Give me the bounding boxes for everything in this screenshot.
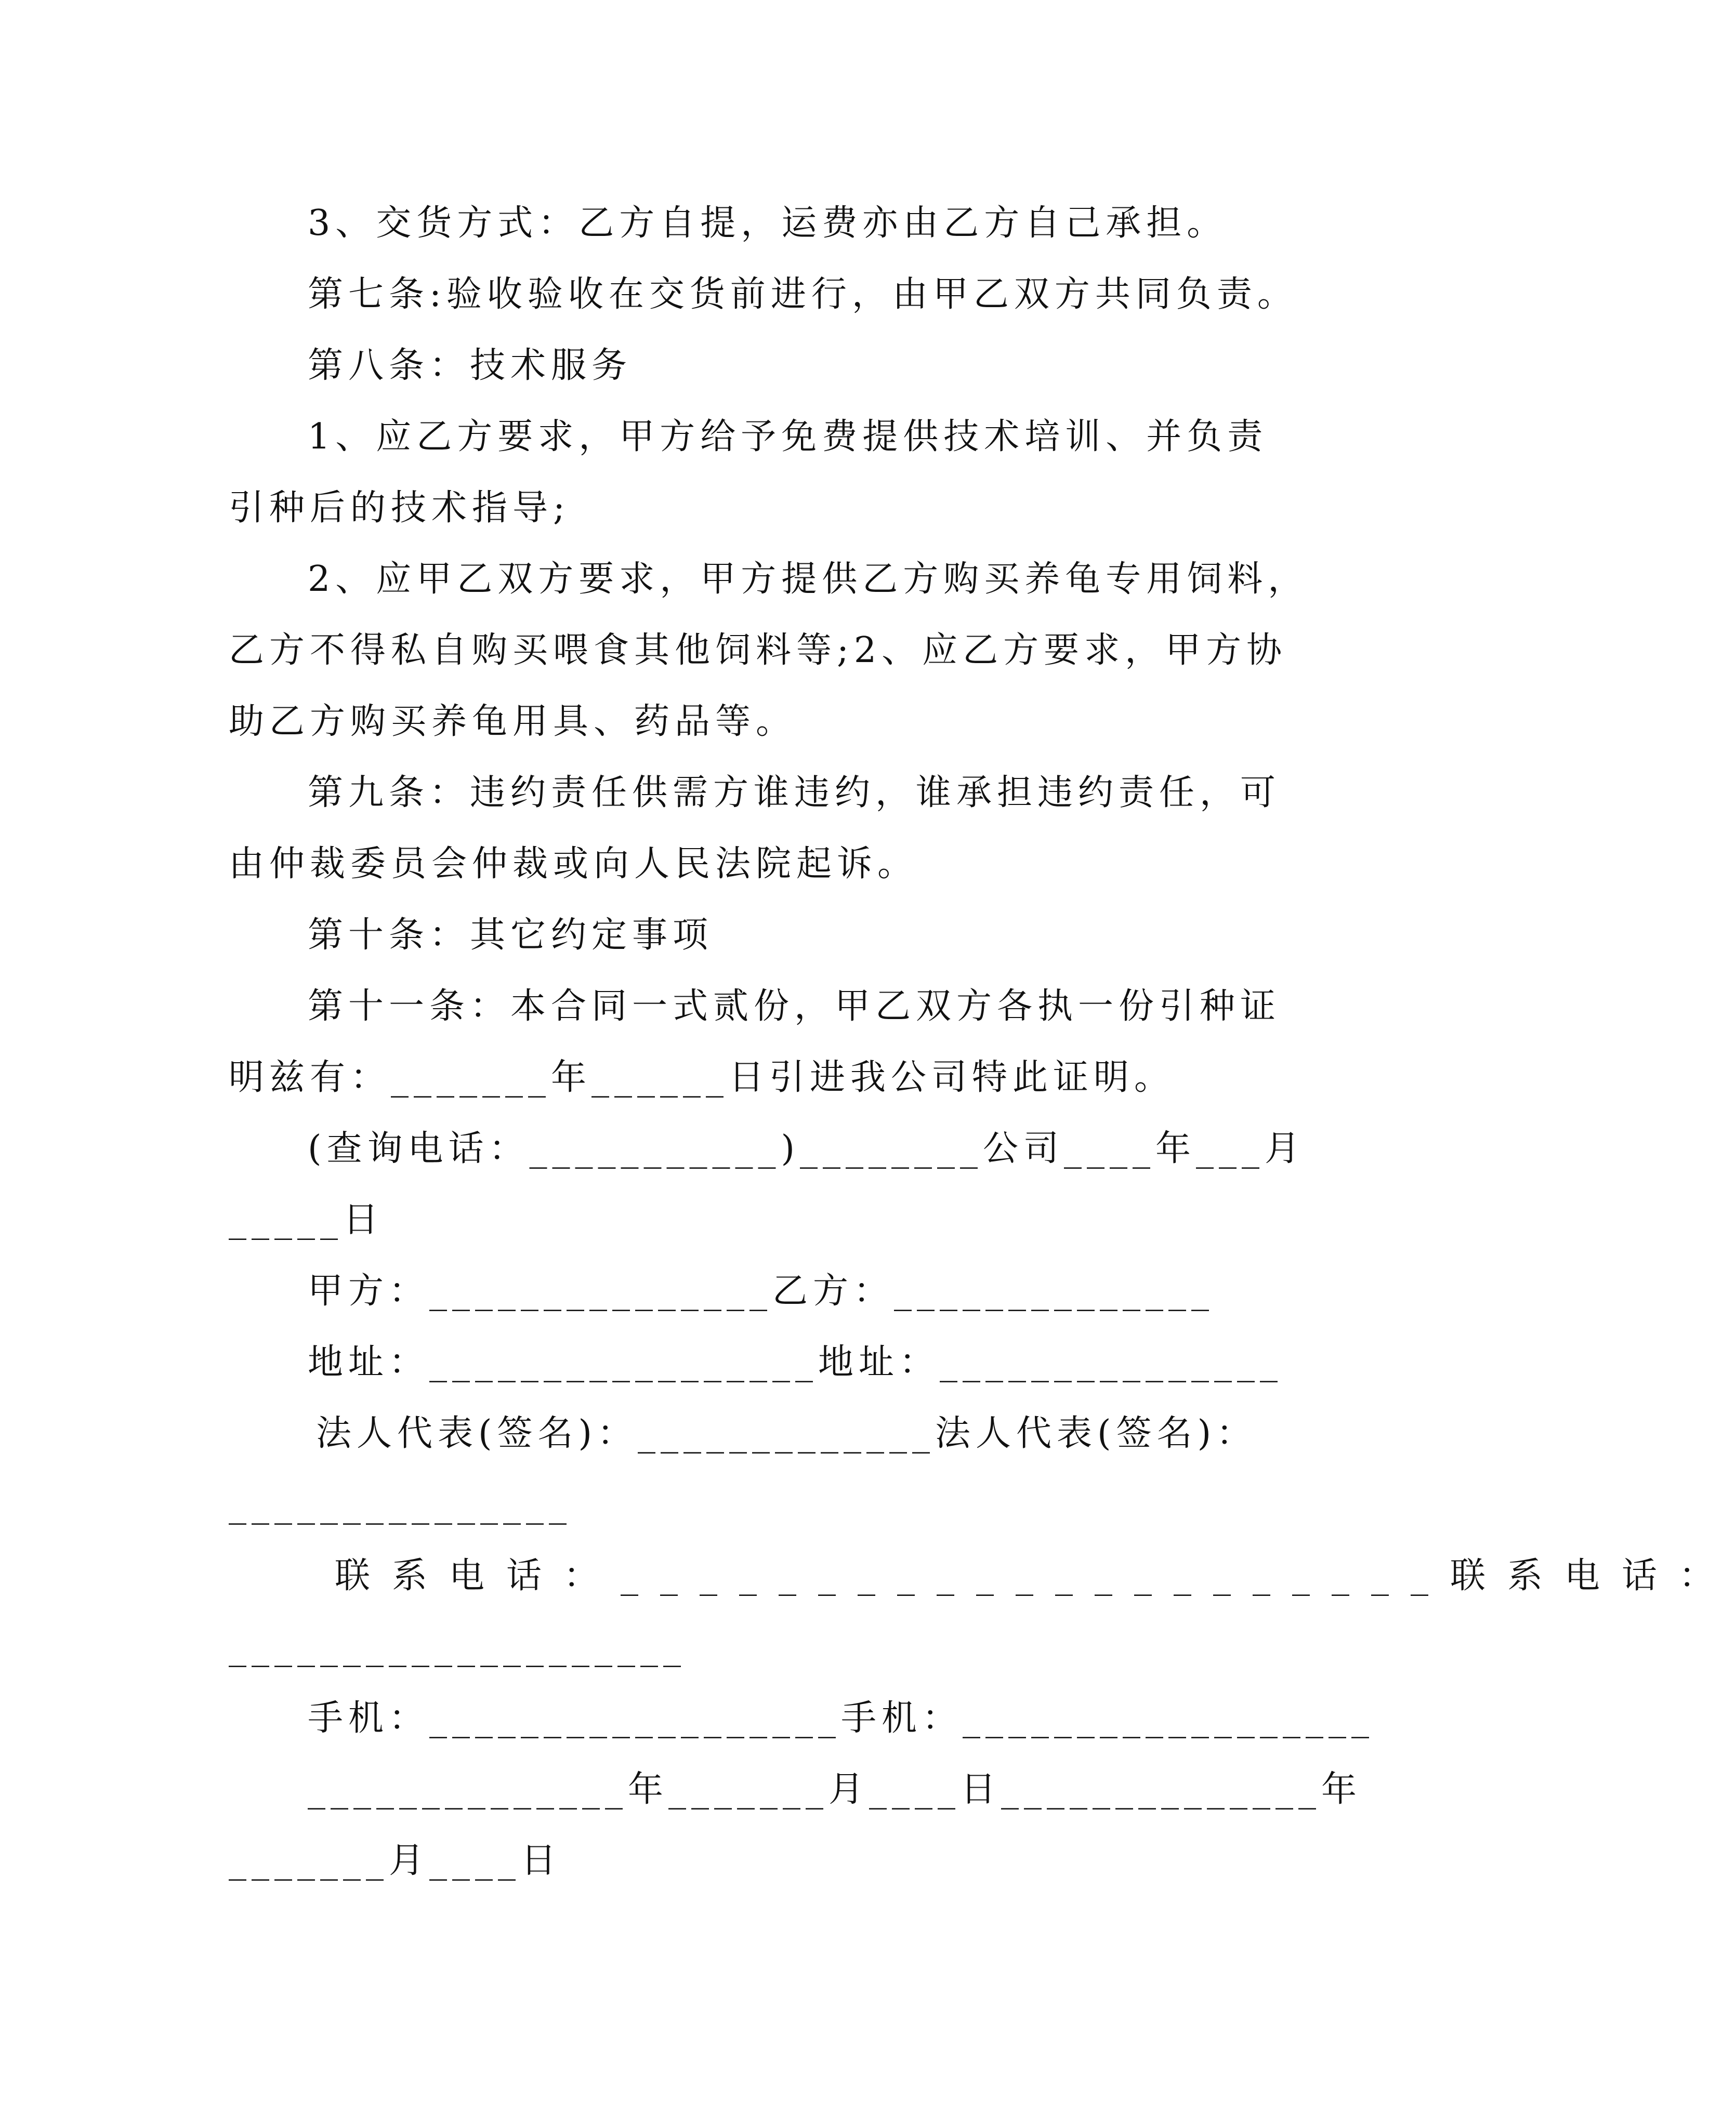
text-line: 乙方不得私自购买喂食其他饲料等;2、应乙方要求，甲方协 [229,630,1287,671]
signature-line-address: 地址：_________________地址：_______________ [308,1342,1283,1383]
text-line: 第九条：违约责任供需方谁违约，谁承担违约责任，可 [308,772,1281,813]
text-line: 第十一条：本合同一式贰份，甲乙双方各执一份引种证 [308,986,1281,1027]
text-line: (查询电话：___________)________公司____年___月 [308,1128,1306,1169]
signature-line-phone: 联系电话：_____________________联系电话： [335,1555,1736,1596]
text-line: 第八条：技术服务 [308,345,633,386]
text-line: 引种后的技术指导; [229,487,570,529]
signature-line-date: ______________年_______月____日______________年 [308,1769,1362,1810]
text-line: 3、交货方式：乙方自提，运费亦由乙方自己承担。 [308,203,1228,244]
text-line: _____日 [229,1199,384,1240]
text-line: 2、应甲乙双方要求，甲方提供乙方购买养龟专用饲料， [308,559,1309,600]
text-line: 第七条:验收验收在交货前进行，由甲乙双方共同负责。 [308,274,1298,315]
signature-line-legal-rep: 法人代表(签名)：_____________法人代表(签名)： [316,1413,1257,1454]
text-line: 第十条：其它约定事项 [308,915,714,956]
text-line: 明兹有：_______年______日引进我公司特此证明。 [229,1057,1175,1098]
text-line: 1、应乙方要求，甲方给予免费提供技术培训、并负责 [308,416,1268,457]
signature-line-legal-rep-blank: _______________ [229,1484,572,1525]
text-line: 由仲裁委员会仲裁或向人民法院起诉。 [229,843,918,884]
signature-line-mobile: 手机：__________________手机：__________________ [308,1698,1375,1739]
text-line: 助乙方购买养龟用具、药品等。 [229,701,797,742]
signature-line-phone-blank: ____________________ [229,1627,686,1668]
signature-line-party: 甲方：_______________乙方：______________ [308,1271,1215,1312]
signature-line-date-continued: _______月____日 [229,1840,562,1881]
